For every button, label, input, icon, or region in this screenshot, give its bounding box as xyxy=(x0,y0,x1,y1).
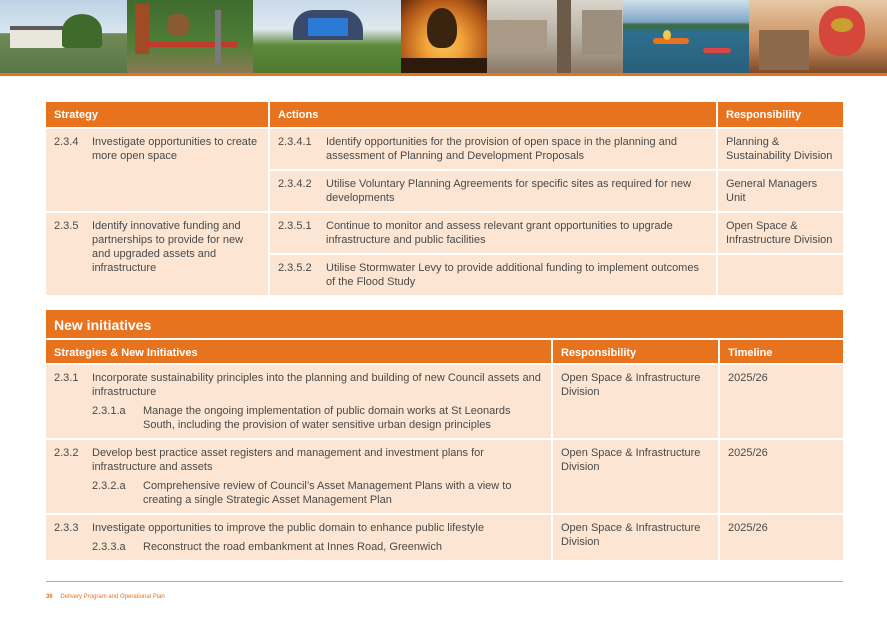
document-title: Delivery Program and Operational Plan xyxy=(60,594,165,600)
outdoor-event-photo xyxy=(253,0,401,73)
initiative-timeline: 2025/26 xyxy=(718,440,843,513)
initiative-number: 2.3.2 xyxy=(54,447,79,459)
kookaburra-sunset-photo xyxy=(401,0,487,73)
initiative-row xyxy=(46,513,843,560)
action-responsibility xyxy=(716,255,843,295)
action-row xyxy=(268,253,843,295)
action-number: 2.3.4.2 xyxy=(278,178,312,190)
sub-initiative-text: Reconstruct the road embankment at Innes Road, Greenwich xyxy=(143,541,442,553)
action-text: Utilise Voluntary Planning Agreements for specific sites as required for new developments xyxy=(326,178,692,204)
initiative-text: Incorporate sustainability principles into the planning and building of new Council assets and infrastructure xyxy=(92,372,541,398)
action-text: Continue to monitor and assess relevant grant opportunities to upgrade infrastructure and public facilities xyxy=(326,220,673,246)
strategy-actions-table xyxy=(46,102,843,295)
initiative-number: 2.3.3 xyxy=(54,522,79,534)
strategy-group xyxy=(46,211,843,295)
new-initiatives-title: New initiatives xyxy=(46,310,843,338)
table-header-row xyxy=(46,102,843,127)
sub-initiative-number: 2.3.3.a xyxy=(92,541,126,553)
action-row xyxy=(268,169,843,211)
header-timeline: Timeline xyxy=(718,340,843,363)
strategy-text: Identify innovative funding and partnerships to provide for new and upgraded assets and infrastructure xyxy=(92,220,244,274)
initiative-responsibility: Open Space & Infrastructure Division xyxy=(551,515,718,560)
strategy-cell xyxy=(46,129,268,211)
header-strategies: Strategies & New Initiatives xyxy=(54,347,198,359)
action-text: Utilise Stormwater Levy to provide additional funding to implement outcomes of the Flood Study xyxy=(326,262,699,288)
kayaking-river-photo xyxy=(623,0,749,73)
header-responsibility: Responsibility xyxy=(551,340,718,363)
strategy-cell xyxy=(46,213,268,295)
action-text: Identify opportunities for the provision of open space in the planning and assessment of Planning and Development Proposals xyxy=(326,136,678,162)
sub-initiative-number: 2.3.2.a xyxy=(92,480,126,492)
action-number: 2.3.5.2 xyxy=(278,262,312,274)
strategy-number: 2.3.4 xyxy=(54,136,79,148)
banner-divider xyxy=(0,73,887,76)
initiative-responsibility: Open Space & Infrastructure Division xyxy=(551,365,718,438)
initiative-text: Develop best practice asset registers and management and investment plans for infrastructure and assets xyxy=(92,447,484,473)
footer-divider xyxy=(46,581,843,582)
pavilion-photo xyxy=(0,0,127,73)
photo-banner xyxy=(0,0,887,73)
strategy-text: Investigate opportunities to create more open space xyxy=(92,136,258,162)
action-responsibility: Open Space & Infrastructure Division xyxy=(716,213,843,253)
action-responsibility: General Managers Unit xyxy=(716,171,843,211)
initiative-timeline: 2025/26 xyxy=(718,365,843,438)
initiative-row xyxy=(46,363,843,438)
new-initiatives-table xyxy=(46,310,843,560)
action-row xyxy=(268,213,843,253)
strategy-number: 2.3.5 xyxy=(54,220,79,232)
table-header-row xyxy=(46,338,843,363)
header-responsibility: Responsibility xyxy=(716,102,843,127)
page-footer xyxy=(46,594,165,600)
initiative-row xyxy=(46,438,843,513)
header-actions: Actions xyxy=(268,102,716,127)
sub-initiative-text: Comprehensive review of Council’s Asset Management Plans with a view to creating a single Strategic Asset Management Plan xyxy=(143,480,512,506)
strategy-group xyxy=(46,127,843,211)
action-responsibility: Planning & Sustainability Division xyxy=(716,129,843,169)
initiative-timeline: 2025/26 xyxy=(718,515,843,560)
dog-agility-photo xyxy=(127,0,253,73)
header-strategy: Strategy xyxy=(54,109,99,121)
initiative-responsibility: Open Space & Infrastructure Division xyxy=(551,440,718,513)
sub-initiative-text: Manage the ongoing implementation of public domain works at St Leonards South, including the provision of water sensitive urban design principles xyxy=(143,405,511,431)
action-number: 2.3.4.1 xyxy=(278,136,312,148)
page-number: 36 xyxy=(46,594,53,600)
festival-lion-photo xyxy=(749,0,887,73)
street-shops-photo xyxy=(487,0,623,73)
initiative-text: Investigate opportunities to improve the public domain to enhance public lifestyle xyxy=(92,522,484,534)
sub-initiative-number: 2.3.1.a xyxy=(92,405,126,417)
initiative-number: 2.3.1 xyxy=(54,372,79,384)
action-row xyxy=(268,129,843,169)
action-number: 2.3.5.1 xyxy=(278,220,312,232)
